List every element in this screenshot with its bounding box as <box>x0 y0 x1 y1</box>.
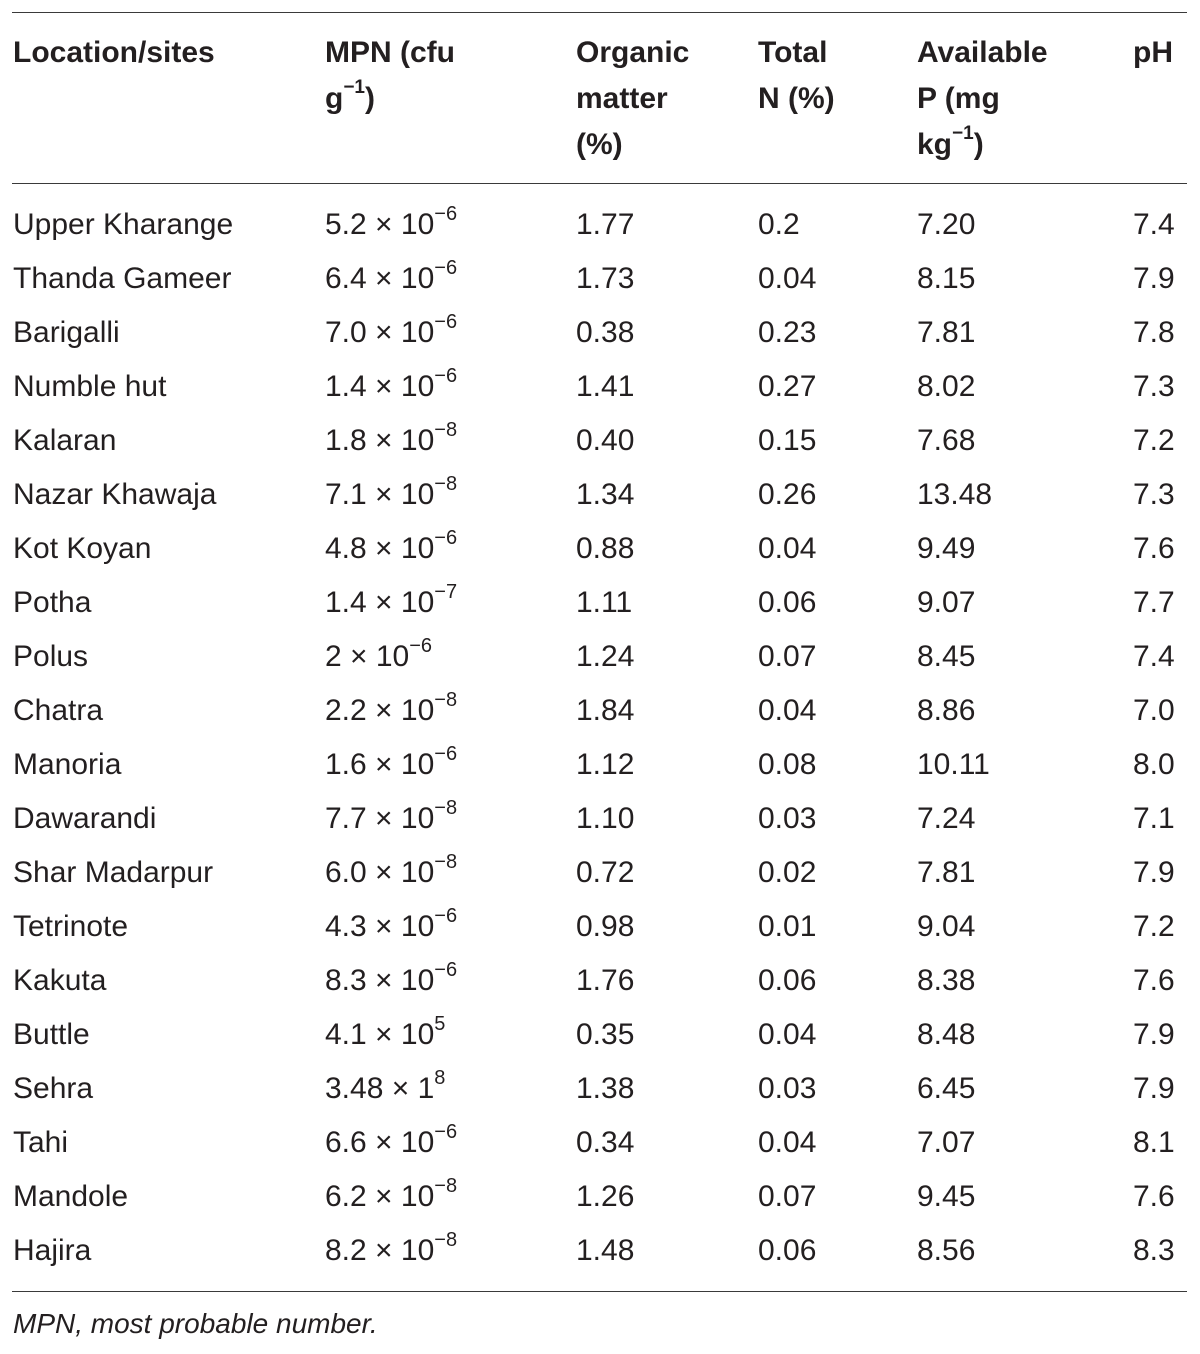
table-row <box>0 630 1200 684</box>
cell-total-n: 0.04 <box>758 532 817 565</box>
table-row <box>0 792 1200 846</box>
table-row <box>0 738 1200 792</box>
cell-mpn-base: 7.0 × 10 <box>325 316 435 349</box>
header-mpn: MPN (cfu $g^{-1}$) <box>325 36 455 115</box>
cell-mpn-exponent: 8 <box>434 1067 446 1089</box>
table-row <box>0 252 1200 306</box>
cell-mpn <box>325 360 457 414</box>
cell-organic-matter: 1.48 <box>576 1234 635 1267</box>
cell-total-n: 0.07 <box>758 1180 817 1213</box>
cell-available-p: 8.45 <box>917 640 976 673</box>
cell-total-n: 0.2 <box>758 208 800 241</box>
cell-site: Kakuta <box>13 964 107 997</box>
cell-total-n: 0.04 <box>758 1018 817 1051</box>
header-ph: pH <box>1133 36 1173 69</box>
cell-mpn-exponent: −8 <box>434 473 458 495</box>
cell-organic-matter: 0.38 <box>576 316 635 349</box>
cell-mpn <box>325 306 457 360</box>
cell-available-p: 7.20 <box>917 208 976 241</box>
cell-site: Tahi <box>13 1126 69 1159</box>
cell-ph: 8.0 <box>1133 748 1175 781</box>
cell-organic-matter: 0.35 <box>576 1018 635 1051</box>
cell-mpn <box>325 1170 457 1224</box>
cell-mpn-base: 4.8 × 10 <box>325 532 435 565</box>
cell-total-n: 0.07 <box>758 640 817 673</box>
cell-mpn-exponent: −8 <box>434 1175 458 1197</box>
cell-mpn <box>325 1008 445 1062</box>
table-top-rule <box>12 12 1187 13</box>
table-row <box>0 900 1200 954</box>
cell-site: Thanda Gameer <box>13 262 232 295</box>
cell-mpn <box>325 414 457 468</box>
cell-site: Buttle <box>13 1018 90 1051</box>
cell-mpn <box>325 1062 445 1116</box>
cell-organic-matter: 0.40 <box>576 424 635 457</box>
cell-ph: 7.6 <box>1133 964 1175 997</box>
cell-available-p: 8.56 <box>917 1234 976 1267</box>
cell-mpn <box>325 468 457 522</box>
cell-available-p: 8.86 <box>917 694 976 727</box>
cell-organic-matter: 1.12 <box>576 748 635 781</box>
cell-organic-matter: 1.10 <box>576 802 635 835</box>
cell-mpn-base: 4.3 × 10 <box>325 910 435 943</box>
cell-ph: 7.9 <box>1133 1018 1175 1051</box>
cell-ph: 7.9 <box>1133 1072 1175 1105</box>
cell-mpn-base: 7.7 × 10 <box>325 802 435 835</box>
cell-mpn <box>325 846 457 900</box>
cell-ph: 7.6 <box>1133 1180 1175 1213</box>
cell-total-n: 0.04 <box>758 694 817 727</box>
cell-mpn-exponent: −6 <box>434 257 458 279</box>
cell-site: Tetrinote <box>13 910 129 943</box>
cell-mpn-base: 8.2 × 10 <box>325 1234 435 1267</box>
table-header-rule <box>12 183 1187 184</box>
cell-site: Nazar Khawaja <box>13 478 217 511</box>
cell-mpn <box>325 738 457 792</box>
cell-mpn-base: 6.0 × 10 <box>325 856 435 889</box>
table-row <box>0 198 1200 252</box>
cell-mpn-base: 6.6 × 10 <box>325 1126 435 1159</box>
cell-organic-matter: 1.76 <box>576 964 635 997</box>
cell-mpn <box>325 1224 457 1278</box>
cell-organic-matter: 0.72 <box>576 856 635 889</box>
cell-mpn-base: 1.4 × 10 <box>325 586 435 619</box>
cell-available-p: 7.68 <box>917 424 976 457</box>
cell-available-p: 7.07 <box>917 1126 976 1159</box>
cell-mpn-base: 2 × 10 <box>325 640 410 673</box>
table-bottom-rule <box>12 1291 1187 1292</box>
cell-mpn-base: 6.4 × 10 <box>325 262 435 295</box>
cell-organic-matter: 1.11 <box>576 586 633 619</box>
cell-available-p: 9.07 <box>917 586 976 619</box>
cell-mpn <box>325 900 457 954</box>
cell-total-n: 0.06 <box>758 1234 817 1267</box>
cell-mpn-base: 1.6 × 10 <box>325 748 435 781</box>
cell-mpn-exponent: −6 <box>434 959 458 981</box>
cell-site: Potha <box>13 586 92 619</box>
cell-site: Manoria <box>13 748 122 781</box>
table-row <box>0 1116 1200 1170</box>
cell-total-n: 0.03 <box>758 1072 817 1105</box>
cell-available-p: 7.81 <box>917 316 976 349</box>
cell-site: Mandole <box>13 1180 129 1213</box>
cell-available-p: 7.24 <box>917 802 976 835</box>
cell-mpn-base: 8.3 × 10 <box>325 964 435 997</box>
cell-mpn-exponent: −6 <box>434 905 458 927</box>
cell-total-n: 0.03 <box>758 802 817 835</box>
cell-site: Polus <box>13 640 89 673</box>
cell-mpn <box>325 198 457 252</box>
cell-total-n: 0.06 <box>758 964 817 997</box>
cell-mpn-exponent: −6 <box>434 1121 458 1143</box>
cell-ph: 7.9 <box>1133 856 1175 889</box>
cell-ph: 8.1 <box>1133 1126 1175 1159</box>
cell-total-n: 0.04 <box>758 1126 817 1159</box>
table-row <box>0 954 1200 1008</box>
cell-mpn <box>325 522 457 576</box>
cell-organic-matter: 1.34 <box>576 478 635 511</box>
cell-available-p: 8.38 <box>917 964 976 997</box>
table-row <box>0 414 1200 468</box>
cell-ph: 7.3 <box>1133 478 1175 511</box>
cell-available-p: 10.11 <box>917 748 990 781</box>
table-row <box>0 1008 1200 1062</box>
cell-mpn <box>325 630 432 684</box>
cell-mpn-exponent: −6 <box>434 365 458 387</box>
header-organic-matter: Organic matter (%) <box>576 36 690 161</box>
cell-mpn-base: 4.1 × 10 <box>325 1018 435 1051</box>
cell-organic-matter: 0.98 <box>576 910 635 943</box>
cell-ph: 7.7 <box>1133 586 1175 619</box>
cell-mpn-exponent: −8 <box>434 1229 458 1251</box>
cell-mpn-base: 1.4 × 10 <box>325 370 435 403</box>
cell-available-p: 9.45 <box>917 1180 976 1213</box>
cell-mpn-exponent: −6 <box>434 203 458 225</box>
cell-total-n: 0.06 <box>758 586 817 619</box>
cell-mpn <box>325 252 457 306</box>
cell-site: Kalaran <box>13 424 117 457</box>
cell-mpn-exponent: −8 <box>434 851 458 873</box>
cell-site: Dawarandi <box>13 802 157 835</box>
cell-total-n: 0.08 <box>758 748 817 781</box>
cell-total-n: 0.15 <box>758 424 817 457</box>
cell-organic-matter: 1.84 <box>576 694 635 727</box>
cell-mpn-base: 5.2 × 10 <box>325 208 435 241</box>
cell-organic-matter: 0.88 <box>576 532 635 565</box>
table-row <box>0 846 1200 900</box>
cell-organic-matter: 0.34 <box>576 1126 635 1159</box>
cell-available-p: 7.81 <box>917 856 976 889</box>
cell-organic-matter: 1.24 <box>576 640 635 673</box>
table-row <box>0 1224 1200 1278</box>
cell-available-p: 9.04 <box>917 910 976 943</box>
cell-organic-matter: 1.41 <box>576 370 635 403</box>
table-row <box>0 1062 1200 1116</box>
cell-mpn-base: 1.8 × 10 <box>325 424 435 457</box>
cell-organic-matter: 1.26 <box>576 1180 635 1213</box>
table-row <box>0 306 1200 360</box>
cell-ph: 7.3 <box>1133 370 1175 403</box>
cell-ph: 7.2 <box>1133 424 1175 457</box>
header-location: Location/sites <box>13 36 215 69</box>
table-row <box>0 360 1200 414</box>
cell-total-n: 0.26 <box>758 478 817 511</box>
cell-total-n: 0.04 <box>758 262 817 295</box>
cell-mpn-base: 6.2 × 10 <box>325 1180 435 1213</box>
cell-ph: 7.0 <box>1133 694 1175 727</box>
header-available-p: Available P (mg $kg^{-1}$) <box>917 36 1048 161</box>
cell-site: Upper Kharange <box>13 208 234 241</box>
cell-available-p: 8.15 <box>917 262 976 295</box>
cell-ph: 7.1 <box>1133 802 1175 835</box>
cell-total-n: 0.01 <box>758 910 817 943</box>
cell-available-p: 8.02 <box>917 370 976 403</box>
cell-mpn-exponent: −6 <box>434 311 458 333</box>
cell-site: Barigalli <box>13 316 120 349</box>
cell-total-n: 0.02 <box>758 856 817 889</box>
cell-ph: 7.9 <box>1133 262 1175 295</box>
table-row <box>0 576 1200 630</box>
table-row <box>0 1170 1200 1224</box>
cell-available-p: 8.48 <box>917 1018 976 1051</box>
cell-ph: 8.3 <box>1133 1234 1175 1267</box>
cell-mpn-exponent: −6 <box>434 527 458 549</box>
cell-mpn-exponent: −8 <box>434 797 458 819</box>
cell-site: Numble hut <box>13 370 167 403</box>
cell-ph: 7.4 <box>1133 208 1175 241</box>
cell-mpn-exponent: −6 <box>409 635 433 657</box>
table-row <box>0 522 1200 576</box>
cell-mpn-exponent: −6 <box>434 743 458 765</box>
cell-site: Kot Koyan <box>13 532 152 565</box>
header-total-n: Total N (%) <box>758 36 835 115</box>
cell-mpn-exponent: −7 <box>434 581 458 603</box>
cell-mpn <box>325 792 457 846</box>
cell-available-p: 6.45 <box>917 1072 976 1105</box>
cell-site: Chatra <box>13 694 104 727</box>
cell-mpn-base: 7.1 × 10 <box>325 478 435 511</box>
table-footnote: MPN, most probable number. <box>13 1308 378 1339</box>
cell-site: Hajira <box>13 1234 92 1267</box>
cell-site: Shar Madarpur <box>13 856 214 889</box>
cell-mpn-exponent: −8 <box>434 689 458 711</box>
cell-total-n: 0.23 <box>758 316 817 349</box>
cell-organic-matter: 1.77 <box>576 208 635 241</box>
cell-available-p: 13.48 <box>917 478 993 511</box>
cell-mpn <box>325 576 457 630</box>
cell-mpn <box>325 954 457 1008</box>
cell-site: Sehra <box>13 1072 94 1105</box>
cell-mpn-base: 2.2 × 10 <box>325 694 435 727</box>
cell-mpn <box>325 684 457 738</box>
cell-ph: 7.6 <box>1133 532 1175 565</box>
cell-mpn-exponent: −8 <box>434 419 458 441</box>
cell-mpn <box>325 1116 457 1170</box>
cell-ph: 7.4 <box>1133 640 1175 673</box>
cell-total-n: 0.27 <box>758 370 817 403</box>
cell-ph: 7.8 <box>1133 316 1175 349</box>
cell-organic-matter: 1.38 <box>576 1072 635 1105</box>
cell-organic-matter: 1.73 <box>576 262 635 295</box>
cell-mpn-base: 3.48 × 1 <box>325 1072 435 1105</box>
cell-mpn-exponent: 5 <box>434 1013 446 1035</box>
table-row <box>0 684 1200 738</box>
table-row <box>0 468 1200 522</box>
cell-ph: 7.2 <box>1133 910 1175 943</box>
cell-available-p: 9.49 <box>917 532 976 565</box>
